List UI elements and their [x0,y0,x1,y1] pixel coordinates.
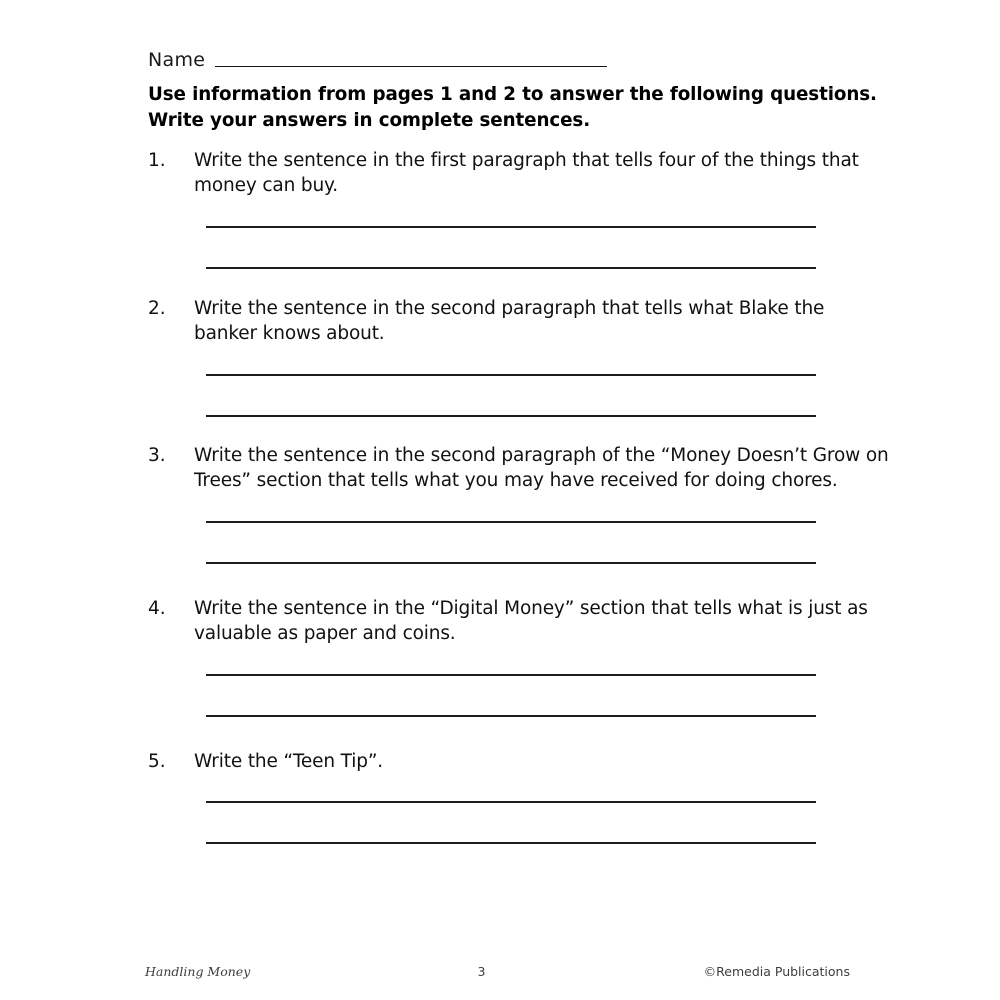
question-3-text [194,443,889,493]
name-field-label: Name [148,49,206,71]
instructions-line-1: Use information from pages 1 and 2 to answer the following questions. [148,84,877,105]
question-5-number: 5. [148,751,166,772]
question-1-number: 1. [148,150,166,171]
question-3-text-line-1: Write the sentence in the second paragraph of the “Money Doesn’t Grow on [194,445,889,466]
question-1-prompt [148,148,859,198]
question-2-text-line-2: banker knows about. [194,323,385,344]
question-5-text [194,749,848,774]
question-1-answer-line-2[interactable] [206,267,816,269]
question-1-text [194,148,859,198]
name-field-row [148,42,848,70]
page-footer [145,963,850,983]
question-5-text-line-1: Write the “Teen Tip”. [194,751,384,772]
question-1-text-line-1: Write the sentence in the first paragraph that tells four of the things that [194,150,859,171]
footer-page-number: 3 [477,964,486,979]
question-3-answer-line-1[interactable] [206,521,816,523]
question-4-prompt [148,596,868,646]
question-5-prompt [148,749,848,774]
question-2-number: 2. [148,298,166,319]
question-1-answer-line-1[interactable] [206,226,816,228]
question-4-answer-line-2[interactable] [206,715,816,717]
question-4-text-line-2: valuable as paper and coins. [194,623,456,644]
question-2-text [194,296,848,346]
question-4 [148,596,868,646]
question-2-answer-line-1[interactable] [206,374,816,376]
name-input-line[interactable] [215,65,607,67]
question-4-text [194,596,868,646]
footer-copyright: ©Remedia Publications [703,964,850,979]
footer-book-title: Handling Money [145,964,251,979]
question-3 [148,443,889,493]
question-2-answer-line-2[interactable] [206,415,816,417]
question-3-answer-line-2[interactable] [206,562,816,564]
question-4-answer-area [206,674,816,717]
question-5-answer-line-2[interactable] [206,842,816,844]
question-4-text-line-1: Write the sentence in the “Digital Money” section that tells what is just as [194,598,868,619]
question-2-answer-area [206,374,816,417]
question-1-text-line-2: money can buy. [194,175,338,196]
question-2-text-line-1: Write the sentence in the second paragraph that tells what Blake the [194,298,825,319]
question-1 [148,148,859,198]
question-3-answer-area [206,521,816,564]
question-5-answer-area [206,801,816,844]
question-4-answer-line-1[interactable] [206,674,816,676]
instructions-heading [148,82,877,134]
question-3-text-line-2: Trees” section that tells what you may have received for doing chores. [194,470,838,491]
question-3-number: 3. [148,445,166,466]
question-5-answer-line-1[interactable] [206,801,816,803]
question-3-prompt [148,443,889,493]
question-5 [148,749,848,774]
question-4-number: 4. [148,598,166,619]
question-1-answer-area [206,226,816,269]
question-2-prompt [148,296,848,346]
instructions-line-2: Write your answers in complete sentences. [148,110,591,131]
question-2 [148,296,848,346]
